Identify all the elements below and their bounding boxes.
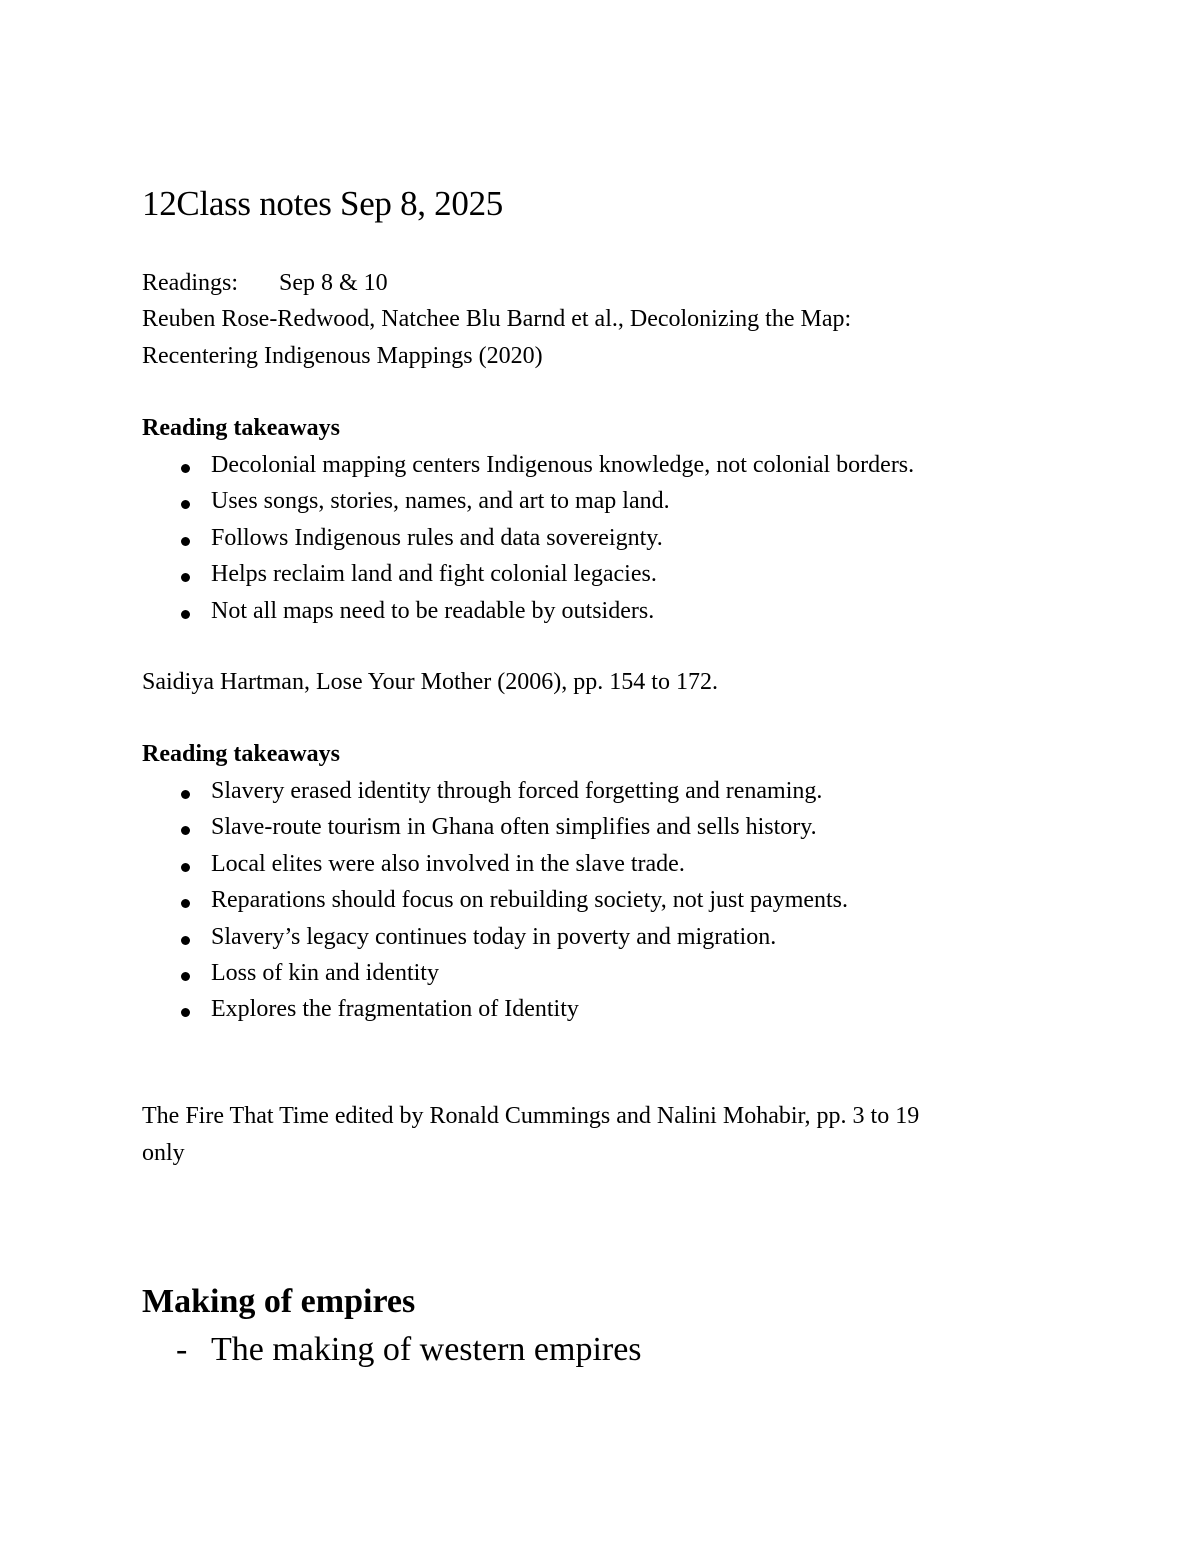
bullet-dot-icon	[181, 899, 190, 908]
list-item	[0, 1328, 1200, 1372]
citation-line-2: Recentering Indigenous Mappings (2020)	[142, 343, 543, 369]
readings-label: Readings:	[142, 270, 238, 296]
fire-citation-line-2: only	[142, 1140, 185, 1166]
readings-dates: Sep 8 & 10	[279, 270, 388, 296]
document-page: 12Class notes Sep 8, 2025 Readings: Sep 8 & 10 Reuben Rose-Redwood, Natchee Blu Barnd et al., Decolonizing the Map: Recentering Indigenous Mappings (2020) Reading takeaways Decolonial mapping centers Indigenous knowledge, not colonial borders. Uses songs, stories, names, and art to map land. Follows Indigenous rules and data sovereignty. Helps reclaim land and fight colonial legacies. Not all maps need to be readable by outsiders. Saidiya Hartman, Lose Your Mother (2006), pp. 154 to 172. Reading takeaways Slavery erased identity through forced forgetting and renaming. Slave-route tourism in Ghana often simplifies and sells history. Local elites were also involved in the slave trade. Reparations should focus on rebuilding society, not just payments. Slavery’s legacy continues today in poverty and migration. Loss of kin and identity Explores the fragmentation of Identity The Fire That Time edited by Ronald Cummings and Nalini Mohabir, pp. 3 to 19 only Making of empires - The making of western empires	[0, 0, 1200, 1553]
bullet-dot-icon	[181, 790, 190, 799]
bullet-dot-icon	[181, 826, 190, 835]
bullet-dot-icon	[181, 537, 190, 546]
dash-bullet-icon: -	[176, 1331, 188, 1368]
bullet-dot-icon	[181, 936, 190, 945]
section-heading-empires: Making of empires	[142, 1283, 416, 1320]
bullet-dot-icon	[181, 464, 190, 473]
fire-citation-line-1: The Fire That Time edited by Ronald Cummings and Nalini Mohabir, pp. 3 to 19	[142, 1103, 920, 1129]
readings-line	[142, 265, 388, 301]
hartman-citation: Saidiya Hartman, Lose Your Mother (2006), pp. 154 to 172.	[142, 669, 718, 695]
bullet-dot-icon	[181, 972, 190, 981]
page-title: 12Class notes Sep 8, 2025	[142, 184, 503, 223]
empires-item-text: The making of western empires	[211, 1331, 642, 1368]
bullet-dot-icon	[181, 500, 190, 509]
section-heading-takeaways-1: Reading takeaways	[142, 415, 341, 441]
bullet-dot-icon	[181, 863, 190, 872]
section-heading-takeaways-2: Reading takeaways	[142, 741, 341, 767]
citation-line-1: Reuben Rose-Redwood, Natchee Blu Barnd et al., Decolonizing the Map:	[142, 306, 852, 332]
bullet-dot-icon	[181, 1008, 190, 1017]
bullet-dot-icon	[181, 610, 190, 619]
bullet-dot-icon	[181, 573, 190, 582]
